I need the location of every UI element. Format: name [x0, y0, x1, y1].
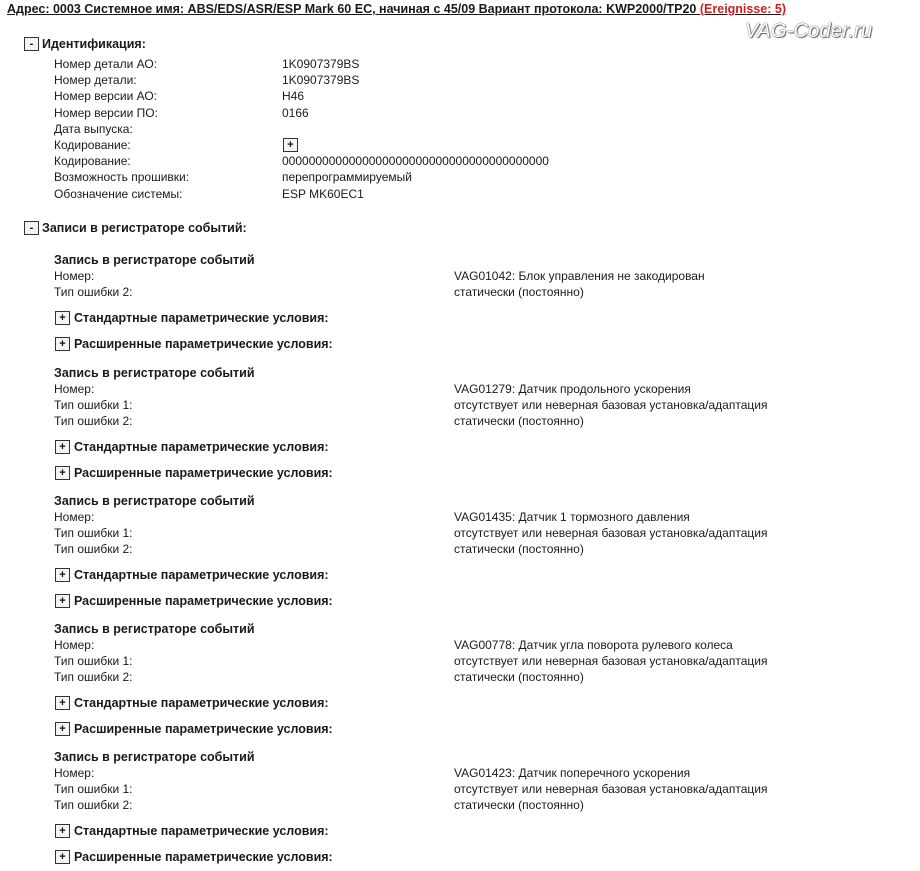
standard-conditions-label: Стандартные параметрические условия: — [74, 311, 329, 325]
ident-label: Номер детали: — [54, 73, 137, 87]
identification-collapse-button[interactable]: - — [24, 37, 39, 51]
event-field-value: VAG01423: Датчик поперечного ускорения — [454, 766, 691, 780]
event-field-value: статически (постоянно) — [454, 798, 584, 812]
event-field-value: статически (постоянно) — [454, 542, 584, 556]
ident-value: 0000000000000000000000000000000000000000 — [282, 154, 549, 168]
event-entry-title: Запись в регистраторе событий — [54, 494, 255, 508]
standard-conditions-label: Стандартные параметрические условия: — [74, 568, 329, 582]
event-field-label: Тип ошибки 2: — [54, 414, 133, 428]
ident-label: Номер детали АО: — [54, 57, 158, 71]
extended-conditions-expand-button[interactable]: + — [55, 594, 70, 608]
event-field-label: Тип ошибки 2: — [54, 285, 133, 299]
event-entry-title: Запись в регистраторе событий — [54, 750, 255, 764]
ident-value: перепрограммируемый — [282, 170, 412, 184]
standard-conditions-label: Стандартные параметрические условия: — [74, 824, 329, 838]
ident-label: Обозначение системы: — [54, 187, 183, 201]
events-collapse-button[interactable]: - — [24, 221, 39, 235]
event-field-value: отсутствует или неверная базовая установка/адаптация — [454, 654, 768, 668]
events-count[interactable]: (Ereignisse: 5) — [699, 2, 787, 16]
extended-conditions-label: Расширенные параметрические условия: — [74, 850, 333, 864]
event-field-value: VAG01042: Блок управления не закодирован — [454, 269, 705, 283]
standard-conditions-expand-button[interactable]: + — [55, 824, 70, 838]
event-field-label: Номер: — [54, 638, 95, 652]
ident-value: 1K0907379BS — [282, 73, 360, 87]
event-field-label: Тип ошибки 1: — [54, 654, 133, 668]
event-entry-title: Запись в регистраторе событий — [54, 253, 255, 267]
standard-conditions-expand-button[interactable]: + — [55, 311, 70, 325]
extended-conditions-label: Расширенные параметрические условия: — [74, 337, 333, 351]
event-field-label: Тип ошибки 2: — [54, 798, 133, 812]
site-watermark: VAG-Coder.ru — [745, 20, 873, 42]
event-field-value: VAG01279: Датчик продольного ускорения — [454, 382, 691, 396]
event-field-label: Тип ошибки 1: — [54, 782, 133, 796]
standard-conditions-label: Стандартные параметрические условия: — [74, 696, 329, 710]
extended-conditions-expand-button[interactable]: + — [55, 850, 70, 864]
event-field-value: статически (постоянно) — [454, 414, 584, 428]
event-field-value: VAG00778: Датчик угла поворота рулевого колеса — [454, 638, 733, 652]
event-field-value: отсутствует или неверная базовая установка/адаптация — [454, 526, 768, 540]
extended-conditions-expand-button[interactable]: + — [55, 337, 70, 351]
event-field-value: отсутствует или неверная базовая установка/адаптация — [454, 782, 768, 796]
ident-label: Возможность прошивки: — [54, 170, 190, 184]
event-field-value: статически (постоянно) — [454, 670, 584, 684]
event-entry-title: Запись в регистраторе событий — [54, 622, 255, 636]
standard-conditions-expand-button[interactable]: + — [55, 440, 70, 454]
ident-label: Номер версии ПО: — [54, 106, 158, 120]
ident-value: ESP MK60EC1 — [282, 187, 364, 201]
ident-label: Кодирование: — [54, 138, 131, 152]
event-field-label: Тип ошибки 1: — [54, 398, 133, 412]
standard-conditions-label: Стандартные параметрические условия: — [74, 440, 329, 454]
standard-conditions-expand-button[interactable]: + — [55, 568, 70, 582]
event-field-label: Тип ошибки 2: — [54, 542, 133, 556]
ident-label: Дата выпуска: — [54, 122, 133, 136]
ident-label: Номер версии АО: — [54, 89, 158, 103]
identification-title: Идентификация: — [42, 37, 146, 51]
standard-conditions-expand-button[interactable]: + — [55, 696, 70, 710]
event-field-value: статически (постоянно) — [454, 285, 584, 299]
extended-conditions-label: Расширенные параметрические условия: — [74, 594, 333, 608]
event-field-label: Тип ошибки 1: — [54, 526, 133, 540]
extended-conditions-label: Расширенные параметрические условия: — [74, 466, 333, 480]
event-entry-title: Запись в регистраторе событий — [54, 366, 255, 380]
report-header — [7, 2, 837, 16]
event-field-label: Тип ошибки 2: — [54, 670, 133, 684]
extended-conditions-label: Расширенные параметрические условия: — [74, 722, 333, 736]
event-field-value: отсутствует или неверная базовая установка/адаптация — [454, 398, 768, 412]
coding-expand-button[interactable]: + — [283, 138, 298, 152]
ident-value: H46 — [282, 89, 305, 103]
event-field-label: Номер: — [54, 510, 95, 524]
event-field-label: Номер: — [54, 766, 95, 780]
event-field-label: Номер: — [54, 269, 95, 283]
ident-value: 1K0907379BS — [282, 57, 360, 71]
extended-conditions-expand-button[interactable]: + — [55, 466, 70, 480]
extended-conditions-expand-button[interactable]: + — [55, 722, 70, 736]
event-field-value: VAG01435: Датчик 1 тормозного давления — [454, 510, 690, 524]
header-title: Адрес: 0003 Системное имя: ABS/EDS/ASR/ESP Mark 60 EC, начиная с 45/09 Вариант протокола: KWP2000/TP20 — [7, 2, 697, 16]
events-section-title: Записи в регистраторе событий: — [42, 221, 247, 235]
ident-value: 0166 — [282, 106, 309, 120]
event-field-label: Номер: — [54, 382, 95, 396]
ident-label: Кодирование: — [54, 154, 131, 168]
